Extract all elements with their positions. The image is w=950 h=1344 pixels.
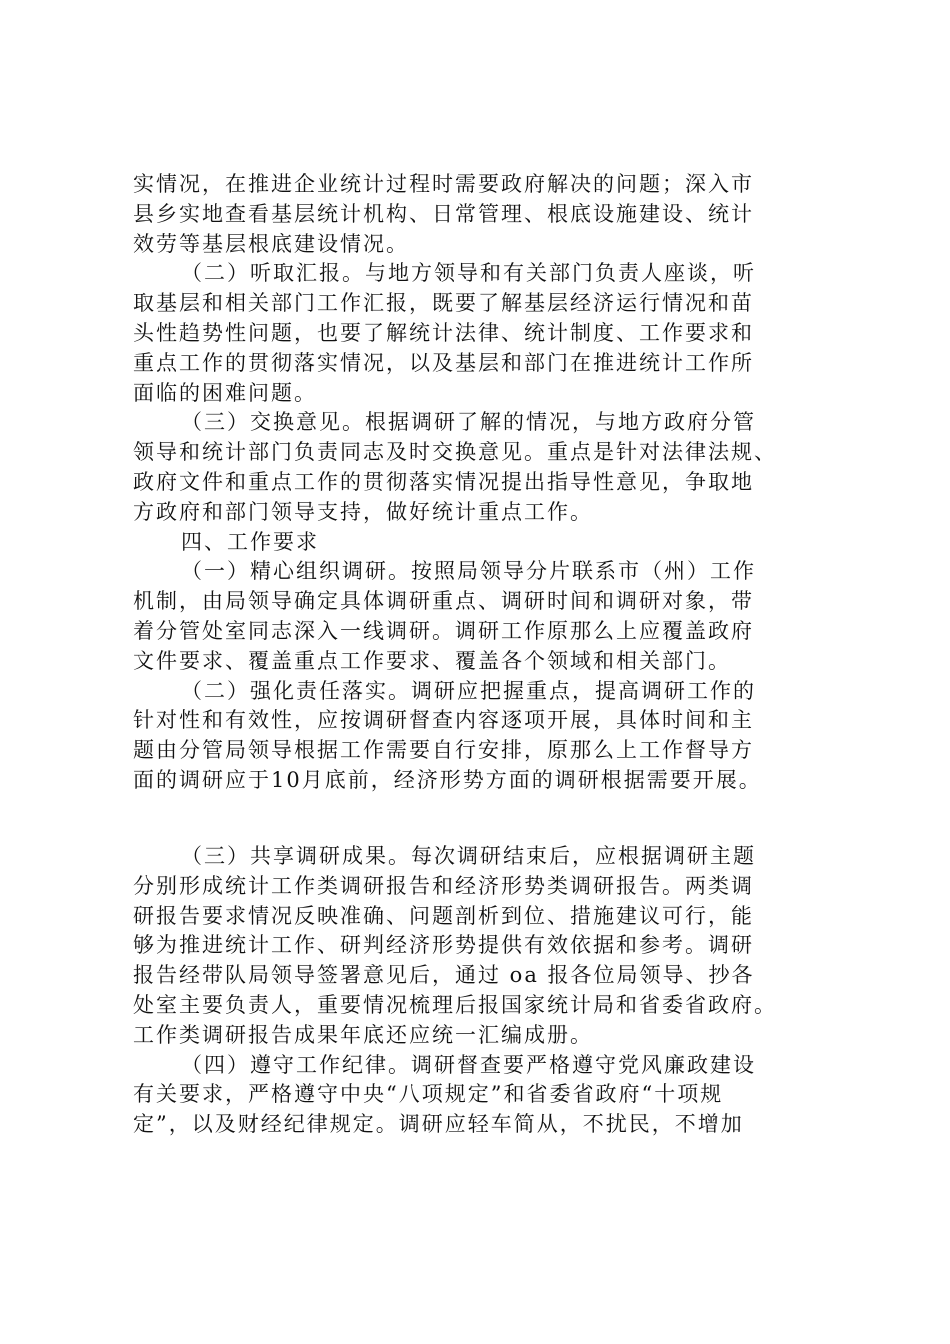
- paragraph-start-line: （二）听取汇报。与地方领导和有关部门负责人座谈，听: [181, 261, 756, 286]
- text-line: 方政府和部门领导支持，做好统计重点工作。: [133, 499, 593, 524]
- text-line: 领导和统计部门负责同志及时交换意见。重点是针对法律法规、: [133, 440, 777, 465]
- text-line: 县乡实地查看基层统计机构、日常管理、根底设施建设、统计: [133, 201, 754, 226]
- paragraph-start-line: （三）共享调研成果。每次调研结束后，应根据调研主题: [181, 844, 756, 868]
- text-block-top: [133, 170, 833, 796]
- text-line: 面的调研应于10月底前，经济形势方面的调研根据需要开展。: [133, 767, 762, 792]
- text-line: 分别形成统计工作类调研报告和经济形势类调研报告。两类调: [133, 873, 754, 898]
- text-line: 够为推进统计工作、研判经济形势提供有效依据和参考。调研: [133, 933, 754, 958]
- text-line: 头性趋势性问题，也要了解统计法律、统计制度、工作要求和: [133, 320, 754, 345]
- text-line: 效劳等基层根底建设情况。: [133, 231, 409, 256]
- text-line: 重点工作的贯彻落实情况，以及基层和部门在推进统计工作所: [133, 350, 754, 375]
- text-line: 针对性和有效性，应按调研督查内容逐项开展，具体时间和主: [133, 708, 754, 733]
- paragraph-start-line: （一）精心组织调研。按照局领导分片联系市（州）工作: [181, 559, 756, 584]
- text-line: 面临的困难问题。: [133, 380, 317, 405]
- text-line: 工作类调研报告成果年底还应统一汇编成册。: [133, 1022, 593, 1047]
- text-line: 报告经带队局领导签署意见后，通过 oa 报各位局领导、抄各: [133, 963, 755, 988]
- text-line: 题由分管局领导根据工作需要自行安排，原那么上工作督导方: [133, 738, 754, 763]
- paragraph-start-line: （四）遵守工作纪律。调研督查要严格遵守党风廉政建设: [181, 1052, 756, 1077]
- text-line: 机制，由局领导确定具体调研重点、调研时间和调研对象，带: [133, 589, 754, 614]
- text-line: 定”，以及财经纪律规定。调研应轻车简从，不扰民，不增加: [133, 1112, 744, 1137]
- paragraph-start-line: （三）交换意见。根据调研了解的情况，与地方政府分管: [181, 410, 756, 435]
- text-line: 取基层和相关部门工作汇报，既要了解基层经济运行情况和苗: [133, 291, 754, 316]
- text-line: 研报告要求情况反映准确、问题剖析到位、措施建议可行，能: [133, 903, 754, 928]
- text-block-bottom: [133, 842, 833, 1140]
- text-line: 实情况，在推进企业统计过程时需要政府解决的问题；深入市: [133, 172, 754, 196]
- paragraph-start-line: （二）强化责任落实。调研应把握重点，提高调研工作的: [181, 678, 756, 703]
- text-line: 有关要求，严格遵守中央“八项规定”和省委省政府“十项规: [133, 1082, 724, 1107]
- text-line: 文件要求、覆盖重点工作要求、覆盖各个领域和相关部门。: [133, 648, 731, 673]
- text-line: 处室主要负责人，重要情况梳理后报国家统计局和省委省政府。: [133, 992, 777, 1017]
- section-heading: 四、工作要求: [181, 529, 319, 554]
- text-line: 着分管处室同志深入一线调研。调研工作原那么上应覆盖政府: [133, 618, 754, 643]
- text-line: 政府文件和重点工作的贯彻落实情况提出指导性意见，争取地: [133, 469, 754, 494]
